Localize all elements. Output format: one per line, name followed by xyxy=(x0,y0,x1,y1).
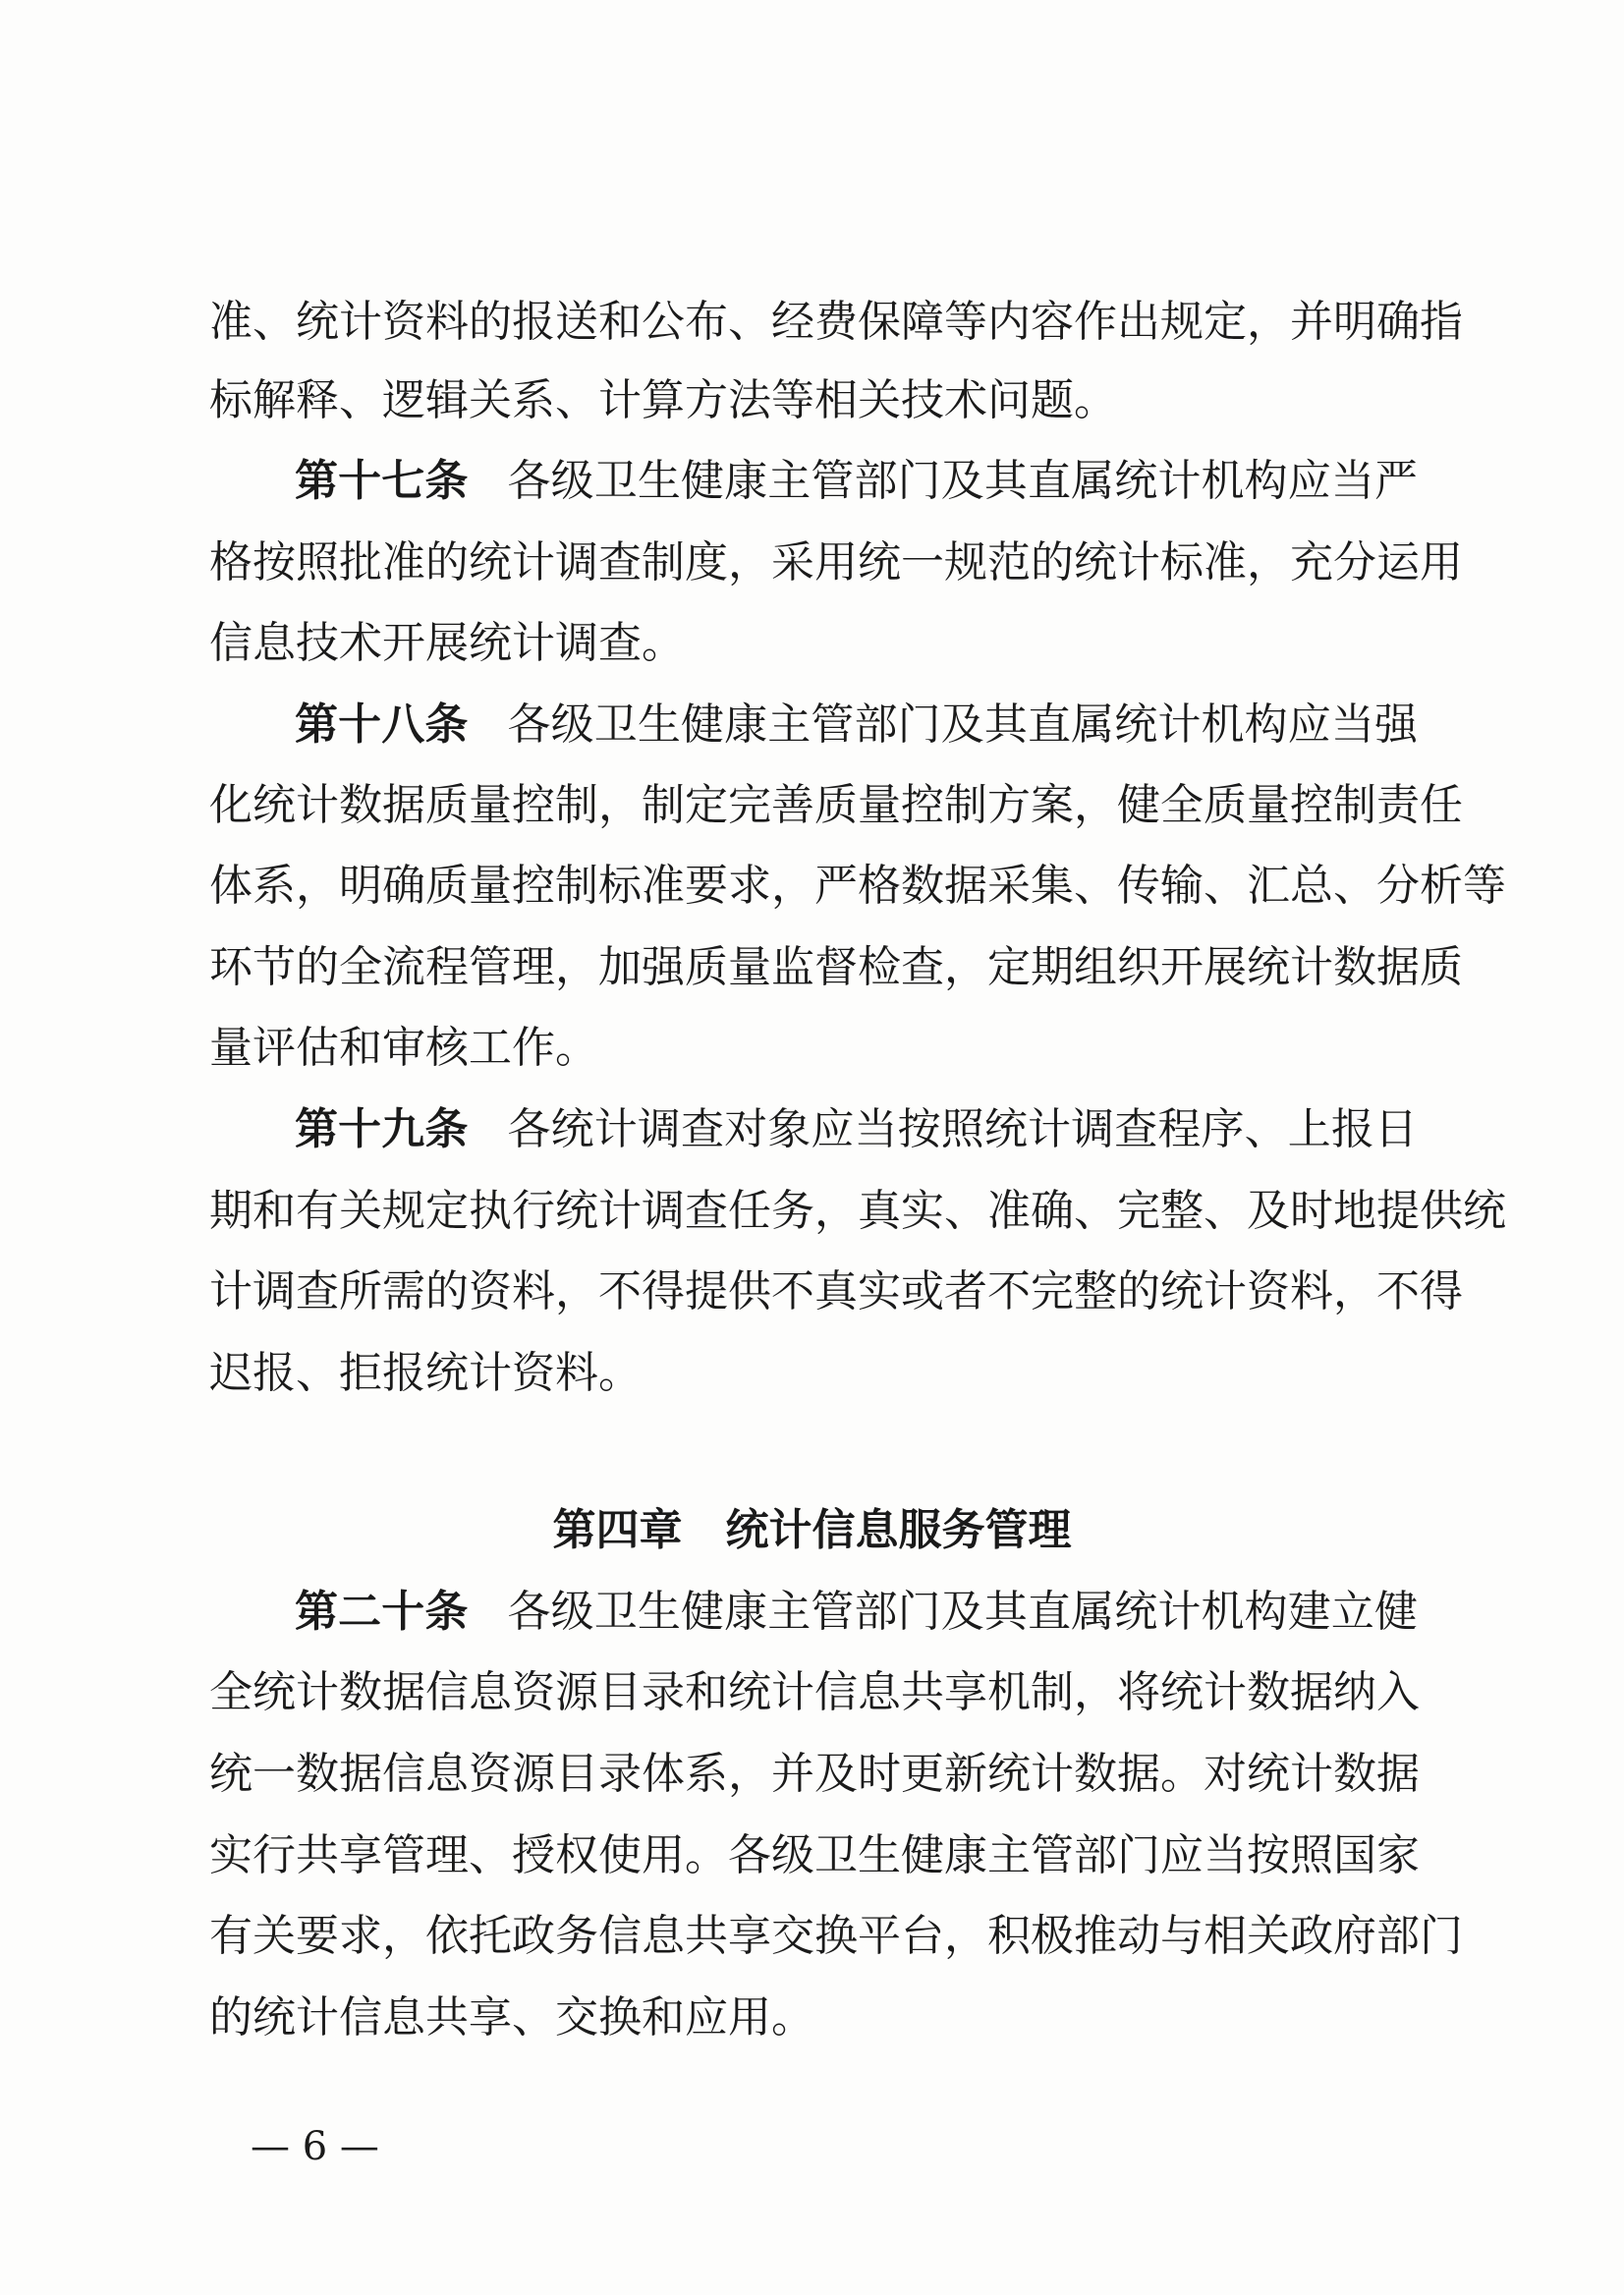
text-line: 的统计信息共享、交换和应用。 xyxy=(209,1992,814,2043)
text-line: 全统计数据信息资源目录和统计信息共享机制，将统计数据纳入 xyxy=(209,1667,1420,1717)
article-20-label: 第二十条 xyxy=(295,1587,469,1637)
chapter-title: 统计信息服务管理 xyxy=(725,1505,1072,1555)
text-line: 格按照批准的统计调查制度，采用统一规范的统计标准，充分运用 xyxy=(209,537,1463,588)
article-19-text: 各统计调查对象应当按照统计调查程序、上报日 xyxy=(507,1104,1418,1154)
text-line: 计调查所需的资料，不得提供不真实或者不完整的统计资料，不得 xyxy=(209,1266,1463,1316)
article-17-first-line xyxy=(295,454,1418,509)
text-line: 期和有关规定执行统计调查任务，真实、准确、完整、及时地提供统 xyxy=(209,1186,1506,1236)
article-18-first-line xyxy=(295,698,1418,753)
article-20-first-line xyxy=(295,1585,1418,1640)
text-line: 化统计数据质量控制，制定完善质量控制方案，健全质量控制责任 xyxy=(209,780,1463,830)
text-line: 体系，明确质量控制标准要求，严格数据采集、传输、汇总、分析等 xyxy=(209,861,1506,911)
text-line: 标解释、逻辑关系、计算方法等相关技术问题。 xyxy=(209,375,1117,425)
text-line: 环节的全流程管理，加强质量监督检查，定期组织开展统计数据质 xyxy=(209,942,1463,992)
article-19-label: 第十九条 xyxy=(295,1104,469,1154)
article-20-text: 各级卫生健康主管部门及其直属统计机构建立健 xyxy=(507,1587,1418,1637)
text-line: 统一数据信息资源目录体系，并及时更新统计数据。对统计数据 xyxy=(209,1749,1420,1799)
article-19-first-line xyxy=(295,1102,1418,1157)
text-line: 有关要求，依托政务信息共享交换平台，积极推动与相关政府部门 xyxy=(209,1911,1463,1961)
article-18-label: 第十八条 xyxy=(295,700,469,750)
article-18-text: 各级卫生健康主管部门及其直属统计机构应当强 xyxy=(507,700,1418,750)
chapter-number: 第四章 xyxy=(552,1505,683,1555)
text-line: 量评估和审核工作。 xyxy=(209,1023,598,1073)
text-line: 迟报、拒报统计资料。 xyxy=(209,1348,642,1398)
text-line: 准、统计资料的报送和公布、经费保障等内容作出规定，并明确指 xyxy=(209,297,1463,347)
chapter-heading xyxy=(0,1503,1624,1558)
text-line: 信息技术开展统计调查。 xyxy=(209,618,685,668)
article-17-label: 第十七条 xyxy=(295,456,469,506)
page-number: — 6 — xyxy=(251,2124,379,2169)
article-17-text: 各级卫生健康主管部门及其直属统计机构应当严 xyxy=(507,456,1418,506)
text-line: 实行共享管理、授权使用。各级卫生健康主管部门应当按照国家 xyxy=(209,1830,1420,1880)
